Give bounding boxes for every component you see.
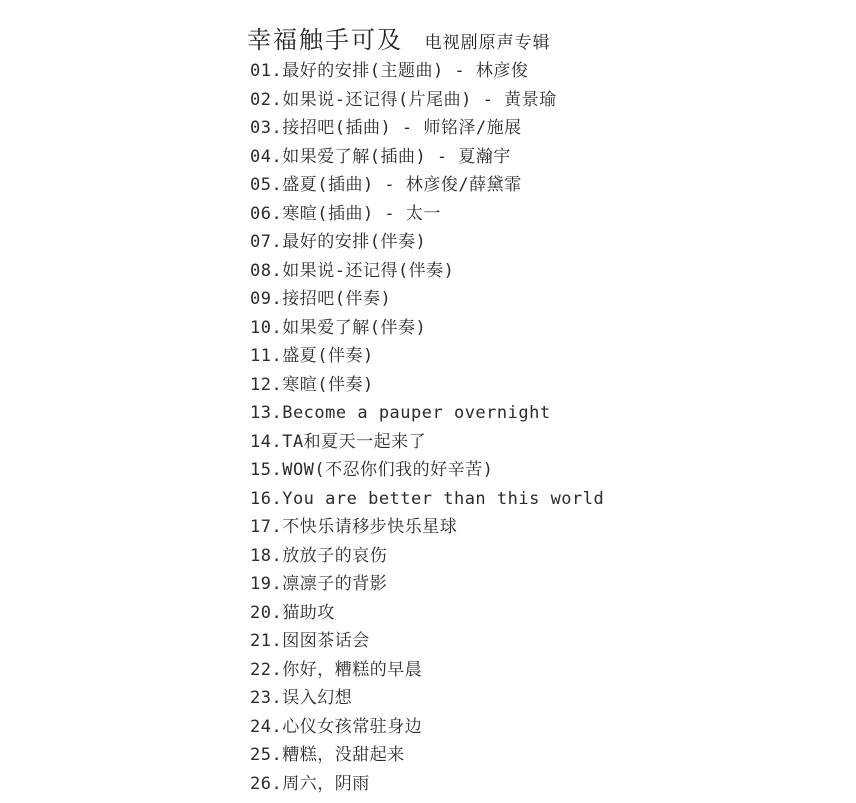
track-item: 22.你好，糟糕的早晨 [250, 659, 423, 680]
track-item: 09.接招吧(伴奏) [250, 289, 392, 309]
album-header [247, 20, 551, 55]
track-item: 17.不快乐请移步快乐星球 [250, 517, 458, 537]
track-item: 26.周六，阴雨 [250, 773, 370, 794]
track-item: 11.盛夏(伴奏) [250, 346, 374, 366]
track-item: 05.盛夏(插曲) - 林彦俊/薛黛霏 [250, 175, 522, 195]
track-item: 03.接招吧(插曲) - 师铭泽/施展 [250, 118, 522, 138]
track-item: 01.最好的安排(主题曲) - 林彦俊 [250, 61, 529, 81]
album-title: 幸福触手可及 [247, 26, 403, 54]
track-item: 06.寒暄(插曲) - 太一 [250, 203, 441, 224]
track-item: 14.TA和夏天一起来了 [250, 431, 427, 452]
track-item: 07.最好的安排(伴奏) [250, 232, 427, 252]
track-item: 13.Become a pauper overnight [250, 403, 551, 423]
album-subtitle: 电视剧原声专辑 [424, 33, 551, 53]
track-item: 02.如果说-还记得(片尾曲) - 黄景瑜 [250, 89, 557, 110]
track-list [250, 57, 604, 798]
track-item: 16.You are better than this world [250, 488, 605, 509]
track-item: 10.如果爱了解(伴奏) [250, 317, 427, 338]
track-item: 04.如果爱了解(插曲) - 夏瀚宇 [250, 146, 511, 167]
track-item: 24.心仪女孩常驻身边 [250, 716, 423, 737]
track-item: 19.凛凛子的背影 [250, 574, 388, 594]
track-item: 18.放放子的哀伤 [250, 545, 388, 566]
track-item: 15.WOW(不忍你们我的好辛苦) [250, 460, 494, 480]
track-item: 20.猫助攻 [250, 602, 335, 623]
track-item: 12.寒暄(伴奏) [250, 374, 374, 395]
track-item: 21.囡囡茶话会 [250, 631, 370, 651]
track-item: 25.糟糕，没甜起来 [250, 745, 405, 765]
track-item: 08.如果说-还记得(伴奏) [250, 260, 455, 281]
track-item: 23.误入幻想 [250, 688, 353, 708]
